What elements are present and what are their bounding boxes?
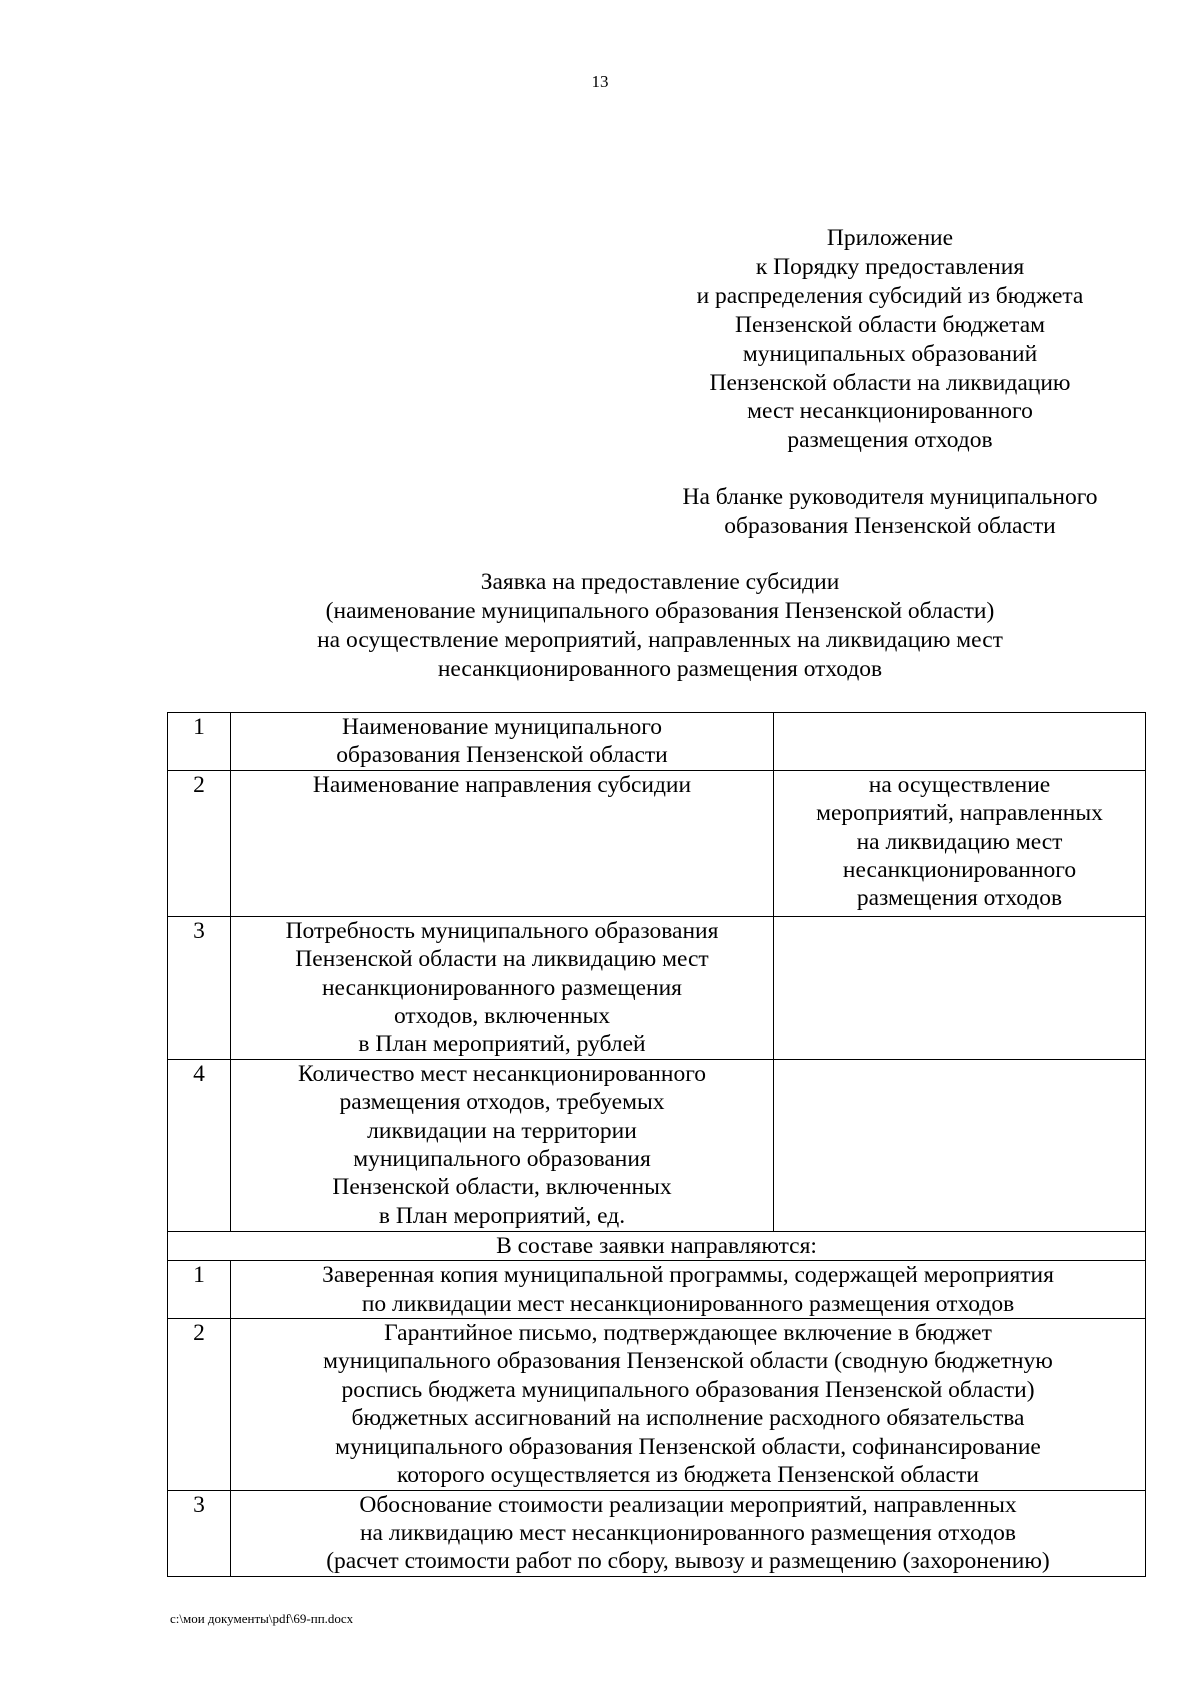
document-number: 3 (168, 1490, 231, 1576)
section-header: В составе заявки направляются: (168, 1231, 1146, 1260)
table-row (168, 1490, 1146, 1576)
appendix-line: мест несанкционированного (747, 398, 1033, 425)
section-header-row (168, 1231, 1146, 1260)
table-row (168, 770, 1146, 916)
document-title (170, 568, 1150, 684)
document-number: 2 (168, 1319, 231, 1490)
row-number: 2 (168, 770, 231, 916)
appendix-line: к Порядку предоставления (755, 253, 1025, 280)
row-label: Наименование муниципального образования Пензенской области (231, 713, 774, 771)
row-label: Наименование направления субсидии (231, 770, 774, 916)
appendix-line: Приложение (826, 225, 954, 251)
table-row (168, 1059, 1146, 1231)
application-table (167, 712, 1146, 1577)
row-value: на осуществление мероприятий, направленных на ликвидацию мест несанкционированного размещения отходов (774, 770, 1146, 916)
document-text: Обоснование стоимости реализации мероприятий, направленных на ликвидацию мест несанкционированного размещения отходов (расчет стоимости работ по сбору, вывозу и размещению (захоронению) (231, 1490, 1146, 1576)
row-value (774, 713, 1146, 771)
row-number: 1 (168, 713, 231, 771)
table-row (168, 713, 1146, 771)
appendix-line: Пензенской области бюджетам (734, 311, 1046, 338)
document-title-line: (наименование муниципального образования Пензенской области) (325, 597, 995, 624)
letterhead-note-line: образования Пензенской области (724, 512, 1056, 539)
appendix-line: Пензенской области на ликвидацию (709, 369, 1071, 396)
document-title-line: несанкционированного размещения отходов (437, 655, 883, 682)
page-number: 13 (591, 72, 609, 91)
document-text: Гарантийное письмо, подтверждающее включение в бюджет муниципального образования Пензенской области (сводную бюджетную роспись бюджета муниципального образования Пензенской области) бюджетных ассигнований на исполнение расходного обязательства муниципального образования Пензенской области, софинансирование которого осуществляется из бюджета Пензенской области (231, 1319, 1146, 1490)
letterhead-note-line: На бланке руководителя муниципального (682, 484, 1098, 510)
letterhead-note (600, 483, 1180, 541)
row-number: 3 (168, 916, 231, 1059)
document-number: 1 (168, 1261, 231, 1319)
appendix-heading (600, 224, 1180, 455)
row-value (774, 1059, 1146, 1231)
row-value (774, 916, 1146, 1059)
appendix-line: размещения отходов (787, 427, 993, 454)
table-row (168, 916, 1146, 1059)
row-number: 4 (168, 1059, 231, 1231)
document-title-line: на осуществление мероприятий, направленных на ликвидацию мест (317, 626, 1003, 653)
row-label: Количество мест несанкционированного размещения отходов, требуемых ликвидации на территории муниципального образования Пензенской области, включенных в План мероприятий, ед. (231, 1059, 774, 1231)
appendix-line: муниципальных образований (742, 340, 1038, 367)
file-path-footer: c:\мои документы\pdf\69-пп.docx (170, 1611, 354, 1626)
row-label: Потребность муниципального образования Пензенской области на ликвидацию мест несанкционированного размещения отходов, включенных в План мероприятий, рублей (231, 916, 774, 1059)
table-row (168, 1261, 1146, 1319)
table-row (168, 1319, 1146, 1490)
appendix-line: и распределения субсидий из бюджета (696, 282, 1084, 309)
document-title-line: Заявка на предоставление субсидии (480, 569, 840, 595)
document-text: Заверенная копия муниципальной программы, содержащей мероприятия по ликвидации мест несанкционированного размещения отходов (231, 1261, 1146, 1319)
